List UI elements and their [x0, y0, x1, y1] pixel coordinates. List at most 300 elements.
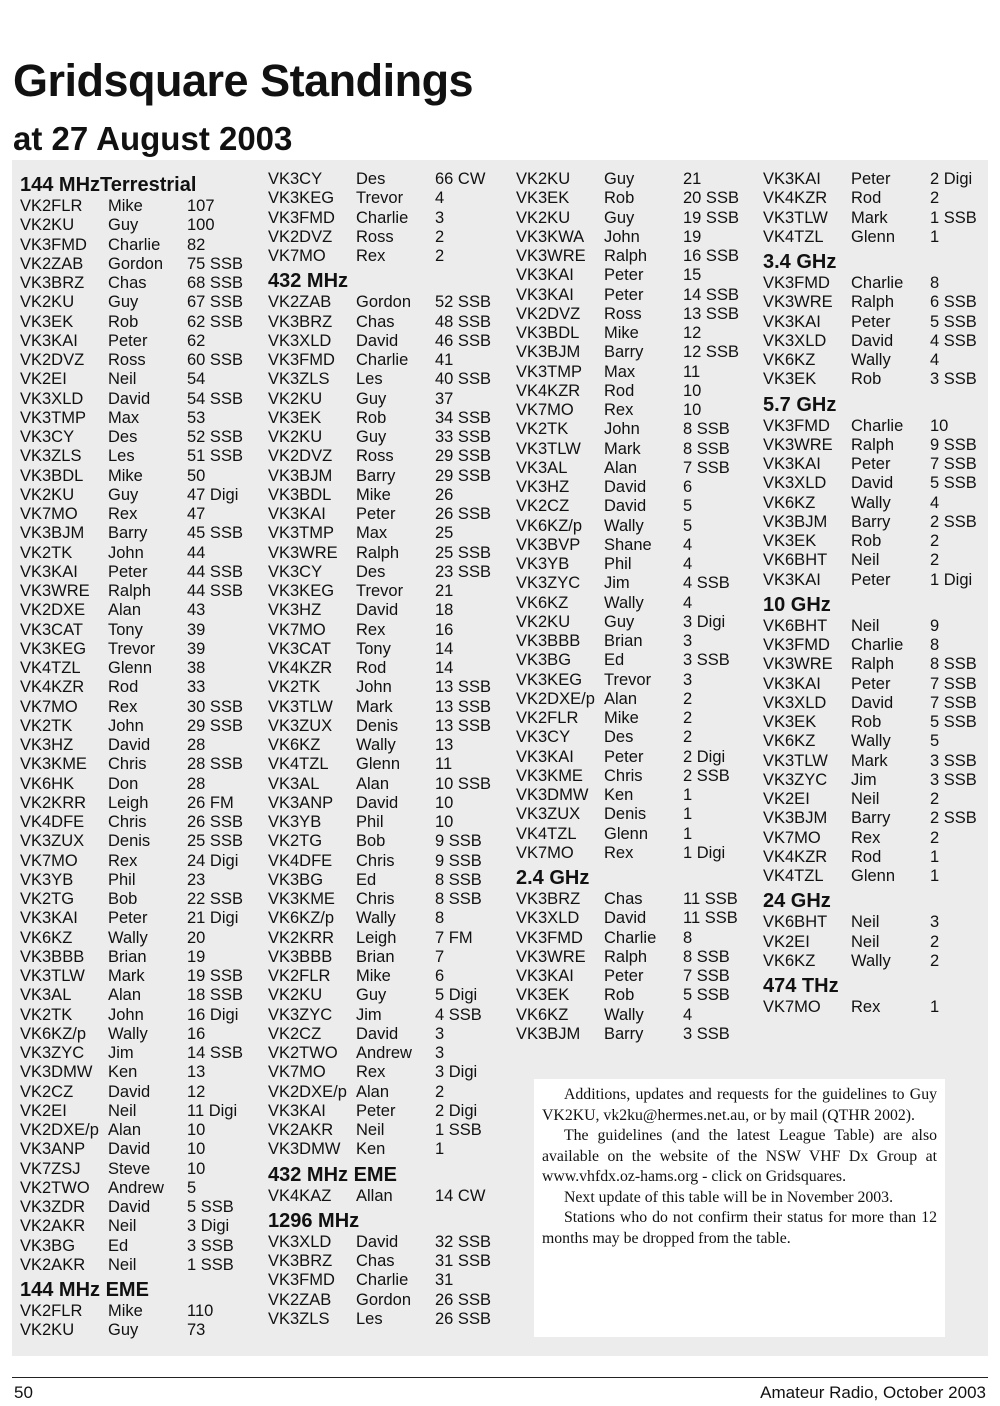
notes-box	[534, 1079, 945, 1337]
operator-name: Des	[604, 728, 634, 747]
callsign: VK3TLW	[268, 697, 333, 716]
grid-count: 28	[187, 774, 206, 793]
standings-row	[20, 428, 273, 447]
callsign: VK2FLR	[268, 967, 331, 985]
standings-row	[516, 651, 769, 670]
operator-name: Rob	[851, 370, 882, 389]
callsign: VK2DVZ	[20, 351, 85, 369]
operator-name: John	[604, 227, 640, 246]
operator-name: Des	[108, 428, 138, 446]
grid-count: 16 Digi	[187, 1005, 239, 1024]
grid-count: 44	[187, 543, 206, 562]
grid-count: 39	[187, 639, 206, 658]
grid-count: 21	[435, 582, 454, 600]
operator-name: David	[851, 693, 894, 712]
callsign: VK3ZLS	[20, 447, 82, 466]
standings-row	[268, 209, 521, 228]
standings-row	[20, 1198, 273, 1217]
callsign: VK4DFE	[268, 851, 333, 870]
callsign: VK3WRE	[268, 543, 338, 562]
operator-name: Guy	[356, 986, 387, 1005]
callsign: VK4KAZ	[268, 1186, 332, 1205]
operator-name: Charlie	[851, 636, 904, 654]
operator-name: Guy	[356, 389, 387, 408]
standings-row	[763, 771, 1000, 790]
standings-row	[20, 813, 273, 832]
operator-name: Rex	[356, 620, 386, 639]
operator-name: Charlie	[108, 235, 161, 254]
callsign: VK3EK	[763, 713, 817, 731]
callsign: VK7MO	[268, 247, 326, 265]
standings-row	[516, 594, 769, 613]
standings-row	[516, 324, 769, 343]
standings-row	[268, 370, 521, 389]
operator-name: Gordon	[356, 1290, 412, 1309]
grid-count: 110	[187, 1302, 214, 1320]
standings-row	[20, 467, 273, 486]
callsign: VK3CY	[268, 562, 323, 581]
standings-row	[268, 1310, 521, 1329]
operator-name: Gordon	[108, 254, 164, 273]
standings-row	[268, 447, 521, 466]
callsign: VK3TMP	[516, 362, 583, 381]
operator-name: Rex	[108, 697, 138, 716]
callsign: VK3FMD	[268, 351, 335, 369]
standings-row	[268, 967, 521, 986]
standings-row	[763, 848, 1000, 867]
grid-count: 7 FM	[435, 928, 473, 947]
standings-row	[516, 805, 769, 824]
standings-row	[268, 621, 521, 640]
standings-row	[268, 313, 521, 332]
grid-count: 3 SSB	[930, 751, 977, 770]
grid-count: 11 Digi	[187, 1101, 238, 1120]
standings-row	[516, 536, 769, 555]
operator-name: Ross	[108, 351, 146, 369]
standings-row	[20, 1006, 273, 1025]
grid-count: 2	[930, 532, 940, 550]
operator-name: Guy	[108, 1321, 139, 1340]
operator-name: Max	[356, 524, 388, 543]
operator-name: Bob	[108, 890, 138, 908]
standings-row	[763, 274, 1000, 293]
band-heading: 432 MHz EME	[268, 1163, 397, 1186]
standings-row	[516, 671, 769, 690]
standings-row	[516, 247, 769, 266]
operator-name: Chris	[604, 766, 643, 785]
operator-name: Wally	[851, 351, 891, 369]
operator-name: Neil	[851, 790, 880, 808]
operator-name: David	[604, 478, 647, 496]
standings-row	[268, 698, 521, 717]
callsign: VK3XLD	[763, 474, 827, 493]
operator-name: Brian	[604, 632, 643, 650]
callsign: VK3CY	[516, 728, 571, 747]
grid-count: 34 SSB	[435, 408, 491, 427]
standings-row	[20, 640, 273, 659]
grid-count: 1	[930, 998, 940, 1016]
standings-row	[516, 986, 769, 1005]
callsign: VK4TZL	[516, 824, 577, 843]
callsign: VK3BBB	[516, 632, 581, 650]
callsign: VK2ZAB	[20, 254, 84, 273]
grid-count: 2	[435, 227, 445, 246]
operator-name: Neil	[108, 1217, 137, 1236]
callsign: VK3BJM	[268, 466, 333, 485]
callsign: VK6BHT	[763, 551, 828, 570]
grid-count: 7 SSB	[683, 458, 730, 477]
callsign: VK2CZ	[268, 1024, 322, 1043]
callsign: VK2ZAB	[268, 293, 332, 312]
standings-row	[763, 370, 1000, 389]
standings-row	[516, 189, 769, 208]
grid-count: 8 SSB	[435, 870, 482, 889]
standings-row	[268, 659, 521, 678]
operator-name: Gordon	[356, 293, 412, 312]
operator-name: Des	[356, 170, 386, 188]
grid-count: 8 SSB	[930, 655, 977, 674]
grid-count: 16 SSB	[683, 247, 739, 265]
note-paragraph: Next update of this table will be in November 2003.	[564, 1188, 894, 1206]
operator-name: Allan	[356, 1186, 393, 1205]
operator-name: Mike	[108, 466, 143, 485]
standings-row	[763, 513, 1000, 532]
operator-name: Steve	[108, 1159, 151, 1178]
standings-row	[268, 1187, 521, 1206]
callsign: VK3HZ	[268, 601, 322, 620]
callsign: VK3WRE	[516, 947, 586, 966]
grid-count: 2	[930, 828, 940, 847]
standings-row	[763, 617, 1000, 636]
operator-name: Ross	[604, 304, 642, 323]
grid-count: 1	[930, 867, 940, 885]
callsign: VK2KU	[516, 170, 571, 188]
standings-row	[516, 305, 769, 324]
grid-count: 10	[930, 416, 949, 435]
callsign: VK3KAI	[268, 505, 326, 523]
standings-row	[268, 755, 521, 774]
callsign: VK3ANP	[20, 1140, 86, 1159]
callsign: VK7MO	[516, 843, 574, 862]
grid-count: 40 SSB	[435, 370, 491, 389]
standings-row	[516, 459, 769, 478]
operator-name: Barry	[356, 466, 396, 485]
callsign: VK3AL	[268, 774, 320, 793]
operator-name: Rex	[356, 247, 386, 265]
callsign: VK3KAI	[763, 674, 821, 693]
operator-name: Jim	[604, 574, 630, 593]
grid-count: 2	[435, 247, 445, 265]
callsign: VK7MO	[763, 998, 821, 1016]
callsign: VK3KAI	[20, 562, 78, 581]
operator-name: Phil	[108, 870, 136, 889]
operator-name: Barry	[604, 1024, 644, 1043]
callsign: VK3KME	[20, 755, 87, 774]
callsign: VK3KAI	[516, 285, 574, 304]
operator-name: Chas	[356, 1252, 395, 1270]
operator-name: John	[108, 543, 144, 562]
standings-row	[20, 678, 273, 697]
operator-name: Rob	[108, 312, 139, 331]
grid-count: 4	[930, 493, 940, 512]
operator-name: Alan	[356, 774, 390, 793]
standings-row	[516, 690, 769, 709]
grid-count: 2	[930, 932, 940, 951]
operator-name: Charlie	[356, 1271, 409, 1290]
band-heading: 10 GHz	[763, 593, 831, 616]
standings-row	[268, 332, 521, 351]
operator-name: Peter	[851, 570, 891, 589]
operator-name: Guy	[604, 208, 635, 227]
callsign: VK2KU	[20, 485, 75, 504]
operator-name: Rex	[604, 401, 634, 419]
callsign: VK4TZL	[20, 659, 81, 677]
standings-row	[20, 1256, 273, 1275]
operator-name: Wally	[604, 516, 644, 535]
callsign: VK2EI	[763, 932, 810, 951]
standings-row	[763, 998, 1000, 1017]
operator-name: Andrew	[108, 1178, 164, 1197]
grid-count: 5	[187, 1178, 197, 1197]
grid-count: 3	[435, 1044, 445, 1062]
standings-row	[268, 582, 521, 601]
callsign: VK2AKR	[20, 1255, 86, 1274]
grid-count: 18 SSB	[187, 986, 243, 1005]
operator-name: Mark	[108, 967, 145, 985]
callsign: VK3BBB	[268, 947, 333, 966]
callsign: VK3KAI	[20, 909, 78, 928]
operator-name: Glenn	[851, 227, 896, 246]
callsign: VK3KEG	[20, 639, 87, 658]
operator-name: Alan	[108, 986, 142, 1005]
callsign: VK3WRE	[763, 655, 833, 674]
operator-name: Ed	[108, 1236, 129, 1255]
grid-count: 2	[930, 189, 940, 208]
callsign: VK4KZR	[763, 847, 828, 866]
grid-count: 2 Digi	[683, 747, 726, 766]
standings-row	[20, 1179, 273, 1198]
standings-row	[763, 209, 1000, 228]
operator-name: Rod	[108, 678, 139, 697]
operator-name: Ed	[356, 870, 377, 889]
callsign: VK3ZDR	[20, 1198, 86, 1216]
callsign: VK2KU	[20, 216, 75, 235]
operator-name: Rex	[604, 843, 634, 862]
grid-count: 6 SSB	[930, 293, 977, 312]
grid-count: 3	[435, 208, 445, 227]
callsign: VK7MO	[20, 697, 78, 716]
grid-count: 14 SSB	[683, 285, 739, 304]
standings-row	[20, 332, 273, 351]
operator-name: Rod	[851, 847, 882, 866]
operator-name: Tony	[356, 639, 391, 658]
callsign: VK6BHT	[763, 913, 828, 932]
callsign: VK7MO	[268, 1063, 326, 1082]
grid-count: 14	[435, 659, 454, 677]
grid-count: 25 SSB	[187, 832, 243, 851]
standings-row	[268, 409, 521, 428]
operator-name: Charlie	[356, 208, 409, 227]
standings-row	[516, 343, 769, 362]
standings-row	[268, 189, 521, 208]
standings-row	[763, 313, 1000, 332]
callsign: VK3KAI	[763, 312, 821, 331]
standings-row	[268, 351, 521, 370]
band-heading: 1296 MHz	[268, 1209, 360, 1232]
operator-name: Rex	[851, 998, 881, 1016]
grid-count: 39	[187, 620, 206, 639]
operator-name: Ed	[604, 651, 625, 670]
grid-count: 2 Digi	[435, 1101, 478, 1120]
operator-name: Chris	[356, 851, 395, 870]
note-paragraph: Stations who do not confirm their status for more than 12 months may be dropped from the table.	[542, 1209, 937, 1247]
standings-row	[20, 351, 273, 370]
callsign: VK3KEG	[516, 670, 583, 689]
standings-row	[20, 1063, 273, 1082]
grid-count: 1 SSB	[187, 1255, 234, 1274]
callsign: VK3HZ	[516, 478, 570, 496]
operator-name: Charlie	[851, 416, 904, 435]
standings-row	[268, 228, 521, 247]
standings-row	[20, 736, 273, 755]
standings-row	[20, 370, 273, 389]
standings-row	[268, 1291, 521, 1310]
callsign: VK2TK	[20, 1005, 73, 1024]
standings-column-2	[268, 170, 521, 1329]
operator-name: Jim	[356, 1005, 382, 1024]
operator-name: Denis	[356, 716, 399, 735]
callsign: VK2DXE	[20, 601, 86, 620]
standings-row	[516, 574, 769, 593]
operator-name: Barry	[851, 809, 891, 828]
grid-count: 25 SSB	[435, 543, 491, 562]
grid-count: 4 SSB	[930, 331, 977, 350]
callsign: VK4DFE	[20, 813, 85, 831]
grid-count: 44 SSB	[187, 582, 243, 600]
callsign: VK3CY	[268, 170, 323, 188]
standings-row	[268, 486, 521, 505]
grid-count: 8	[683, 928, 693, 947]
standings-row	[20, 967, 273, 986]
callsign: VK6KZ	[268, 736, 321, 754]
operator-name: Wally	[108, 928, 148, 947]
grid-count: 28	[187, 736, 206, 754]
operator-name: Chris	[356, 890, 395, 908]
standings-row	[268, 467, 521, 486]
operator-name: Neil	[108, 1101, 137, 1120]
callsign: VK2AKR	[268, 1121, 334, 1139]
operator-name: John	[356, 678, 392, 697]
standings-column-4	[763, 170, 1000, 1017]
callsign: VK3ZYC	[516, 574, 581, 593]
callsign: VK3AL	[20, 986, 72, 1005]
band-heading: 24 GHz	[763, 890, 831, 913]
standings-row	[268, 247, 521, 266]
callsign: VK4KZR	[763, 189, 828, 208]
grid-count: 41	[435, 351, 454, 369]
operator-name: Rex	[108, 851, 138, 870]
standings-row	[20, 1083, 273, 1102]
operator-name: Ralph	[604, 947, 648, 966]
grid-count: 10	[435, 793, 454, 812]
callsign: VK4KZR	[268, 659, 333, 677]
standings-row	[763, 809, 1000, 828]
standings-row	[20, 313, 273, 332]
callsign: VK4TZL	[763, 227, 824, 246]
operator-name: Guy	[108, 216, 139, 235]
grid-count: 13	[435, 736, 454, 754]
operator-name: Mike	[356, 485, 391, 504]
callsign: VK3BJM	[763, 809, 828, 828]
grid-count: 9 SSB	[435, 832, 482, 851]
operator-name: Peter	[851, 674, 891, 693]
standings-row	[763, 952, 1000, 971]
operator-name: Mark	[356, 697, 393, 716]
standings-row	[20, 236, 273, 255]
callsign: VK3FMD	[763, 416, 830, 435]
callsign: VK3EK	[516, 189, 570, 208]
standings-row	[516, 929, 769, 948]
callsign: VK2TK	[20, 716, 73, 735]
grid-count: 26 SSB	[187, 813, 243, 831]
grid-count: 62	[187, 331, 206, 350]
standings-row	[268, 736, 521, 755]
operator-name: David	[108, 1198, 151, 1216]
operator-name: Alan	[604, 458, 638, 477]
standings-row	[20, 775, 273, 794]
operator-name: Neil	[851, 616, 880, 635]
standings-row	[20, 486, 273, 505]
operator-name: Glenn	[108, 659, 153, 677]
grid-count: 66 CW	[435, 170, 486, 188]
standings-row	[516, 948, 769, 967]
operator-name: Rex	[356, 1063, 386, 1082]
callsign: VK2KU	[20, 1321, 75, 1340]
grid-count: 4	[930, 351, 940, 369]
callsign: VK2DXE/p	[516, 689, 595, 708]
grid-count: 1	[683, 786, 693, 804]
grid-count: 2	[930, 551, 940, 570]
grid-count: 6	[435, 967, 445, 985]
callsign: VK3BJM	[516, 1024, 581, 1043]
grid-count: 5 SSB	[930, 713, 977, 731]
callsign: VK6KZ	[763, 351, 816, 369]
grid-count: 9	[930, 616, 940, 635]
callsign: VK3TLW	[516, 439, 581, 458]
grid-count: 3 SSB	[683, 1024, 730, 1043]
standings-row	[20, 1160, 273, 1179]
operator-name: Phil	[356, 813, 384, 831]
callsign: VK3EK	[763, 370, 817, 389]
operator-name: Jim	[108, 1044, 134, 1062]
operator-name: Ralph	[356, 543, 400, 562]
operator-name: Ralph	[851, 655, 895, 674]
callsign: VK3BDL	[516, 324, 580, 342]
operator-name: Ross	[356, 447, 394, 466]
grid-count: 26	[435, 485, 454, 504]
callsign: VK7MO	[516, 401, 574, 419]
standings-row	[516, 266, 769, 285]
operator-name: Neil	[356, 1121, 385, 1139]
standings-row	[268, 678, 521, 697]
operator-name: Trevor	[108, 639, 156, 658]
standings-row	[763, 551, 1000, 570]
operator-name: Guy	[108, 293, 139, 312]
standings-row	[20, 601, 273, 620]
standings-row	[20, 929, 273, 948]
callsign: VK3XLD	[763, 331, 827, 350]
standings-row	[516, 286, 769, 305]
